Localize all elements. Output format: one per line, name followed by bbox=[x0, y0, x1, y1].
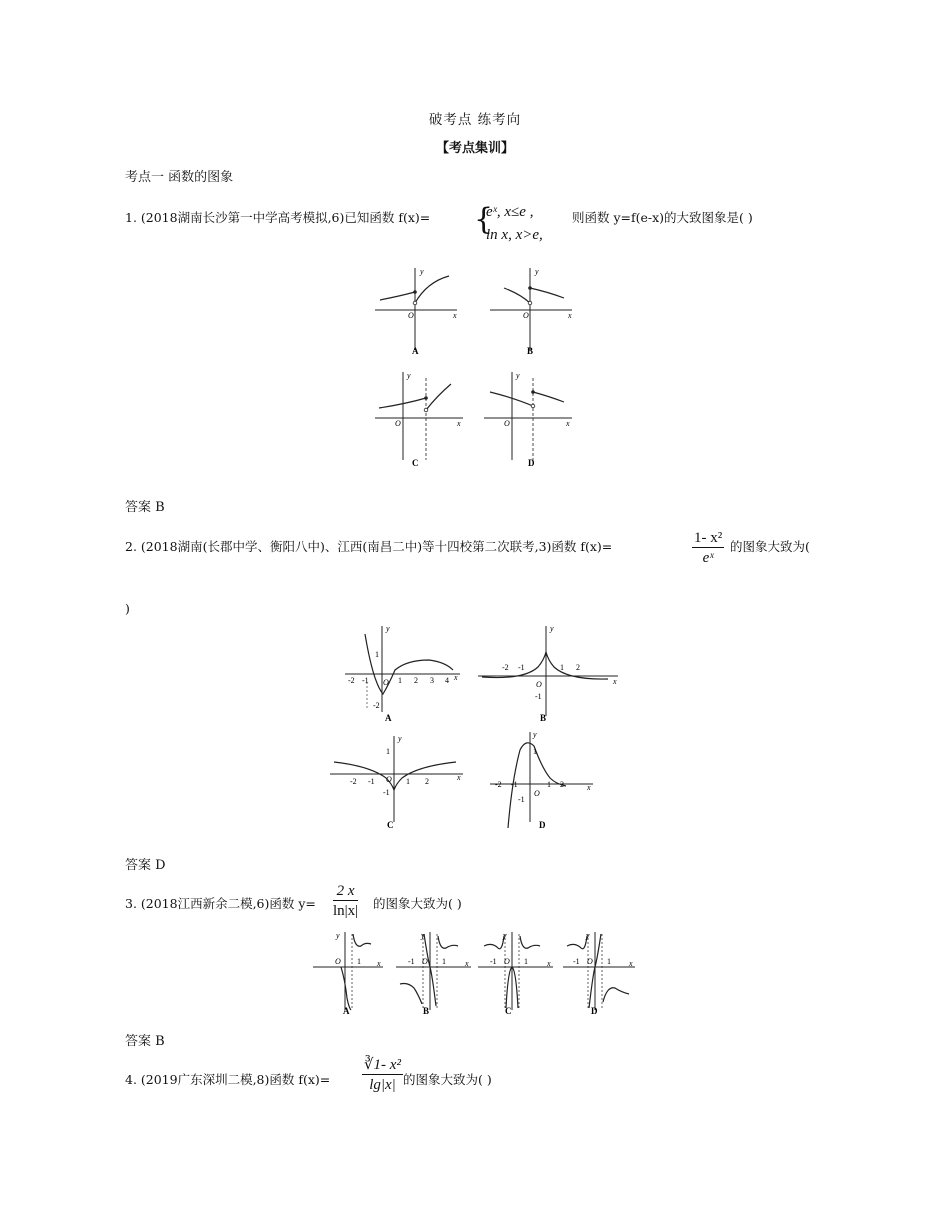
q2-answer: 答案 D bbox=[125, 858, 166, 873]
q3-d-branch-left bbox=[567, 936, 587, 949]
q3-d-origin: O bbox=[587, 957, 593, 966]
q3-a-y-label: y bbox=[336, 931, 340, 940]
q3-b-branch-left bbox=[400, 984, 422, 1005]
q2-b-caption: B bbox=[540, 713, 547, 723]
q1-b-origin: O bbox=[523, 311, 529, 320]
q1-graph-c bbox=[375, 368, 470, 468]
q3-graph-b bbox=[396, 930, 478, 1015]
q4-suffix: 的图象大致为( ) bbox=[403, 1072, 492, 1087]
q2-a-y-label: y bbox=[386, 624, 390, 633]
q1-a-curve-right bbox=[415, 276, 449, 303]
q3-d-tick: 1 bbox=[607, 957, 611, 966]
q1-a-open-dot bbox=[413, 301, 417, 305]
q1-c-open-dot bbox=[424, 408, 428, 412]
q2-d-origin: O bbox=[534, 789, 540, 798]
q2-c-y-label: y bbox=[398, 734, 402, 743]
q2-graph-d bbox=[490, 728, 600, 833]
q1-case2: ln x, x>e, bbox=[486, 227, 543, 243]
q2-a-tick: -1 bbox=[362, 676, 369, 685]
q2-d-tick: 1 bbox=[547, 780, 551, 789]
q1-prefix: 1. (2018湖南长沙第一中学高考模拟,6)已知函数 f(x)= bbox=[125, 210, 431, 225]
section-heading: 考点一 函数的图象 bbox=[125, 170, 234, 185]
q2-a-x-label: x bbox=[454, 673, 458, 682]
q1-d-curve-right bbox=[533, 392, 564, 402]
q3-b-tick: 1 bbox=[442, 957, 446, 966]
q2-a-curve bbox=[365, 634, 453, 694]
q2-b-tick: 2 bbox=[576, 663, 580, 672]
q3-denominator: ln|x| bbox=[333, 903, 359, 919]
q1-d-solid-dot bbox=[531, 390, 535, 394]
q2-a-tick: 3 bbox=[430, 676, 434, 685]
q1-a-caption: A bbox=[412, 346, 419, 356]
q2-b-curve bbox=[482, 652, 608, 679]
q3-b-x-label: x bbox=[465, 959, 469, 968]
q3-a-branch-right bbox=[353, 934, 371, 946]
q2-c-tick: 1 bbox=[406, 777, 410, 786]
page-subtitle: 【考点集训】 bbox=[435, 141, 514, 156]
q3-a-branch-inner bbox=[341, 967, 351, 1010]
q3-c-x-label: x bbox=[547, 959, 551, 968]
q1-answer: 答案 B bbox=[125, 500, 165, 515]
q3-b-branch-right bbox=[438, 936, 458, 948]
q3-d-x-label: x bbox=[629, 959, 633, 968]
page-title: 破考点 练考向 bbox=[428, 112, 522, 128]
q2-a-tick: 1 bbox=[398, 676, 402, 685]
q3-answer: 答案 B bbox=[125, 1034, 165, 1049]
q3-d-branch-right bbox=[603, 988, 629, 1002]
q1-b-solid-dot bbox=[528, 286, 532, 290]
q3-a-caption: A bbox=[343, 1006, 350, 1016]
q2-suffix: 的图象大致为( bbox=[730, 539, 810, 554]
q3-c-tick: -1 bbox=[490, 957, 497, 966]
q2-c-origin: O bbox=[386, 775, 392, 784]
q2-a-tick: 2 bbox=[414, 676, 418, 685]
q2-d-tick: -1 bbox=[518, 795, 525, 804]
q2-d-tick: -1 bbox=[511, 780, 518, 789]
q3-a-origin: O bbox=[335, 957, 341, 966]
q2-a-tick: -2 bbox=[348, 676, 355, 685]
q1-a-x-label: x bbox=[453, 311, 457, 320]
q4-numerator: ∛1- x² bbox=[364, 1057, 401, 1073]
q1-suffix: 则函数 y=f(e-x)的大致图象是( ) bbox=[572, 210, 753, 225]
q1-c-x-label: x bbox=[457, 419, 461, 428]
q2-fraction bbox=[692, 530, 724, 567]
q3-c-branch-left bbox=[484, 936, 504, 949]
q1-a-y-label: y bbox=[420, 267, 424, 276]
q2-b-tick: 1 bbox=[560, 663, 564, 672]
q2-a-tick: 4 bbox=[445, 676, 449, 685]
q2-d-y-label: y bbox=[533, 730, 537, 739]
q2-a-origin: O bbox=[383, 678, 389, 687]
q2-numerator: 1- x² bbox=[694, 530, 723, 546]
q2-b-x-label: x bbox=[613, 677, 617, 686]
q3-a-x-label: x bbox=[377, 959, 381, 968]
q1-b-y-label: y bbox=[535, 267, 539, 276]
q1-b-curve-right bbox=[530, 288, 564, 298]
q2-close-paren: ) bbox=[125, 601, 130, 616]
q3-b-tick: -1 bbox=[408, 957, 415, 966]
q2-graph-a bbox=[345, 622, 465, 722]
q2-a-caption: A bbox=[385, 713, 392, 723]
q2-graph-b bbox=[478, 622, 623, 722]
q4-prefix: 4. (2019广东深圳二模,8)函数 f(x)= bbox=[125, 1072, 331, 1087]
q1-c-origin: O bbox=[395, 419, 401, 428]
q2-a-tick: -2 bbox=[373, 701, 380, 710]
q4-denominator: lg|x| bbox=[369, 1077, 396, 1093]
q3-c-origin: O bbox=[504, 957, 510, 966]
q3-fraction bbox=[333, 883, 358, 920]
q3-graph-d bbox=[563, 930, 643, 1015]
q3-a-tick: 1 bbox=[357, 957, 361, 966]
q1-d-caption: D bbox=[528, 458, 535, 468]
q3-b-y-label: y bbox=[421, 931, 425, 940]
q2-d-tick: 1 bbox=[533, 747, 537, 756]
q1-a-curve-left bbox=[380, 292, 415, 300]
q3-suffix: 的图象大致为( ) bbox=[373, 896, 462, 911]
q1-a-solid-dot bbox=[413, 290, 417, 294]
q3-b-origin: O bbox=[422, 957, 428, 966]
q2-b-tick: -1 bbox=[518, 663, 525, 672]
q2-d-tick: 2 bbox=[560, 780, 564, 789]
q1-brace: { bbox=[474, 202, 494, 237]
q2-b-tick: -1 bbox=[535, 692, 542, 701]
q2-c-tick: -2 bbox=[350, 777, 357, 786]
q1-c-curve-right bbox=[426, 384, 451, 410]
q2-d-tick: -2 bbox=[495, 780, 502, 789]
q2-d-x-label: x bbox=[587, 783, 591, 792]
q3-c-tick: 1 bbox=[524, 957, 528, 966]
q1-d-y-label: y bbox=[516, 371, 520, 380]
q2-a-tick: 1 bbox=[375, 650, 379, 659]
q1-c-y-label: y bbox=[407, 371, 411, 380]
q3-d-y-label: y bbox=[586, 931, 590, 940]
q2-d-caption: D bbox=[539, 820, 546, 830]
q3-c-caption: C bbox=[505, 1006, 512, 1016]
q3-graph-c bbox=[478, 930, 560, 1015]
q1-c-solid-dot bbox=[424, 396, 428, 400]
q3-d-caption: D bbox=[591, 1006, 598, 1016]
q2-graph-c bbox=[330, 732, 470, 832]
q2-c-tick: 1 bbox=[386, 747, 390, 756]
q1-a-origin: O bbox=[408, 311, 414, 320]
q2-denominator: eˣ bbox=[702, 550, 714, 566]
q2-b-y-label: y bbox=[550, 624, 554, 633]
q2-c-tick: -1 bbox=[368, 777, 375, 786]
q1-graph-a bbox=[375, 262, 465, 356]
q2-prefix: 2. (2018湖南(长郡中学、衡阳八中)、江西(南昌二中)等十四校第二次联考,3)函数 f(x)= bbox=[125, 539, 613, 554]
q3-prefix: 3. (2018江西新余二模,6)函数 y= bbox=[125, 896, 316, 911]
q3-b-caption: B bbox=[423, 1006, 430, 1016]
q1-d-origin: O bbox=[504, 419, 510, 428]
q1-b-x-label: x bbox=[568, 311, 572, 320]
q2-c-caption: C bbox=[387, 820, 394, 830]
q1-c-caption: C bbox=[412, 458, 419, 468]
q3-c-branch-right bbox=[520, 936, 540, 948]
q1-b-open-dot bbox=[528, 301, 532, 305]
q4-fraction bbox=[362, 1055, 403, 1094]
q1-d-open-dot bbox=[531, 404, 535, 408]
q3-graph-a bbox=[313, 930, 393, 1015]
q1-graph-b bbox=[490, 262, 580, 356]
q2-c-x-label: x bbox=[457, 773, 461, 782]
q1-graph-d bbox=[484, 368, 579, 468]
q1-d-x-label: x bbox=[566, 419, 570, 428]
q1-b-caption: B bbox=[527, 346, 534, 356]
q2-b-tick: -2 bbox=[502, 663, 509, 672]
q2-b-origin: O bbox=[536, 680, 542, 689]
q3-numerator: 2 x bbox=[333, 883, 358, 901]
q3-d-tick: -1 bbox=[573, 957, 580, 966]
q3-c-y-label: y bbox=[503, 931, 507, 940]
q1-case1: eˣ, x≤e , bbox=[486, 204, 534, 220]
q2-c-tick: -1 bbox=[383, 788, 390, 797]
q1-b-curve-left bbox=[504, 288, 530, 303]
q2-c-tick: 2 bbox=[425, 777, 429, 786]
